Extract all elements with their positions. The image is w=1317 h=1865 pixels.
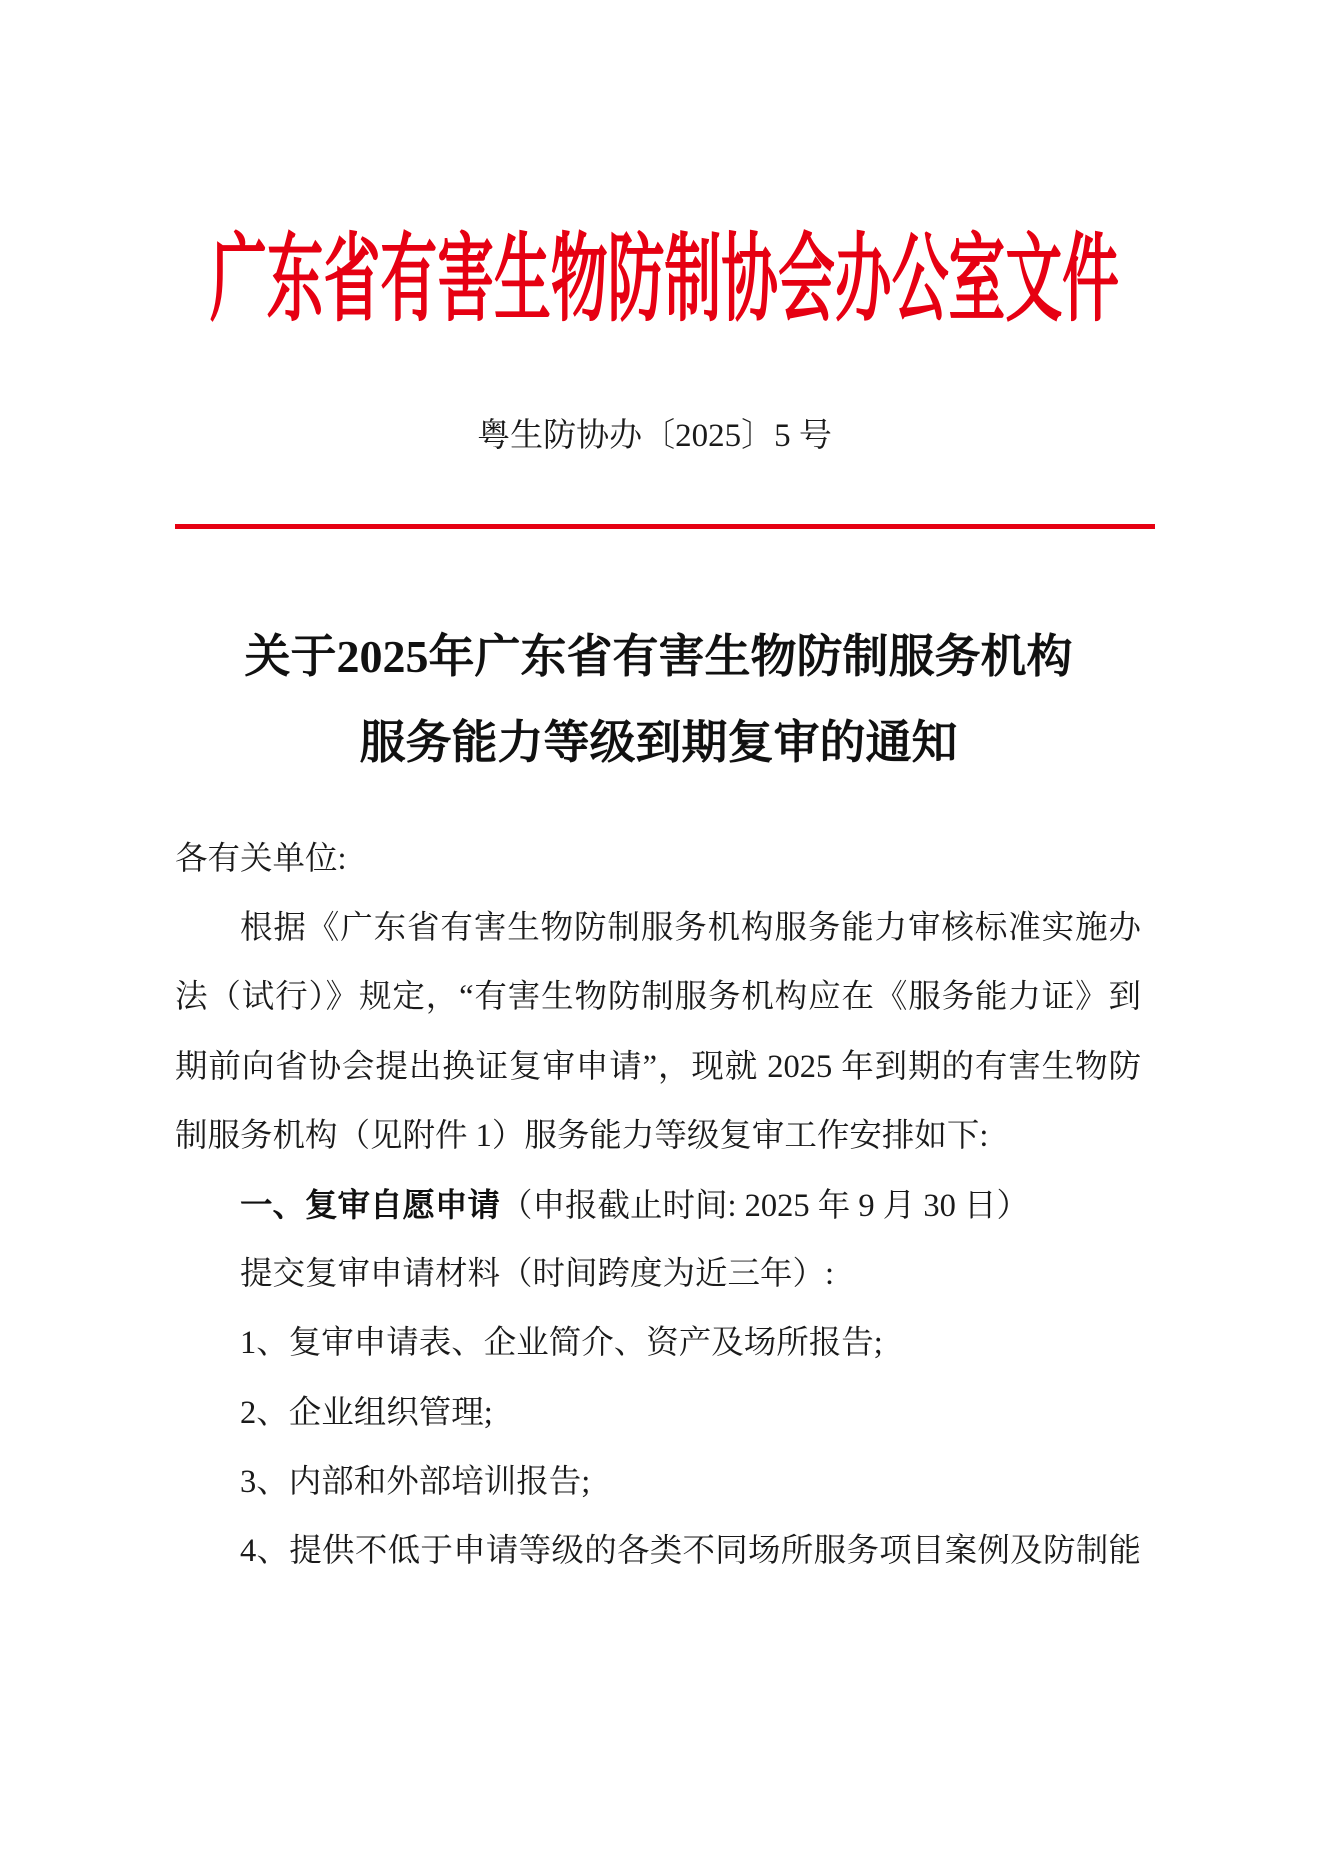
letterhead-title: 广东省有害生物防制协会办公室文件 [210, 222, 1119, 335]
section-1-deadline-note: （申报截止时间: 2025 年 9 月 30 日） [500, 1187, 1030, 1224]
materials-intro: 提交复审申请材料（时间跨度为近三年）: [240, 1256, 835, 1293]
material-item: 2、企业组织管理; [240, 1394, 493, 1431]
salutation: 各有关单位: [175, 841, 347, 877]
red-divider-line [175, 524, 1155, 529]
document-number: 粤生防协办〔2025〕5 号 [477, 418, 832, 454]
document-body [175, 825, 1141, 1586]
material-item: 1、复审申请表、企业简介、资产及场所报告; [240, 1325, 883, 1362]
intro-paragraph-line: 法（试行）》规定，“有害生物防制服务机构应在《服务能力证》到 [175, 979, 1141, 1016]
notice-title-line-2: 服务能力等级到期复审的通知 [359, 717, 958, 768]
intro-paragraph-line: 制服务机构（见附件 1）服务能力等级复审工作安排如下: [175, 1117, 989, 1154]
material-item: 4、提供不低于申请等级的各类不同场所服务项目案例及防制能 [240, 1532, 1141, 1569]
intro-paragraph-line: 根据《广东省有害生物防制服务机构服务能力审核标准实施办 [240, 910, 1141, 947]
section-1-heading-line [175, 1171, 1141, 1240]
section-1-heading: 一、复审自愿申请 [240, 1186, 501, 1223]
notice-title-line-1: 关于2025年广东省有害生物防制服务机构 [244, 631, 1073, 682]
notice-title [0, 614, 1317, 786]
intro-paragraph-line: 期前向省协会提出换证复审申请”，现就 2025 年到期的有害生物防 [175, 1048, 1141, 1085]
material-item: 3、内部和外部培训报告; [240, 1463, 591, 1500]
letterhead [0, 200, 1317, 340]
